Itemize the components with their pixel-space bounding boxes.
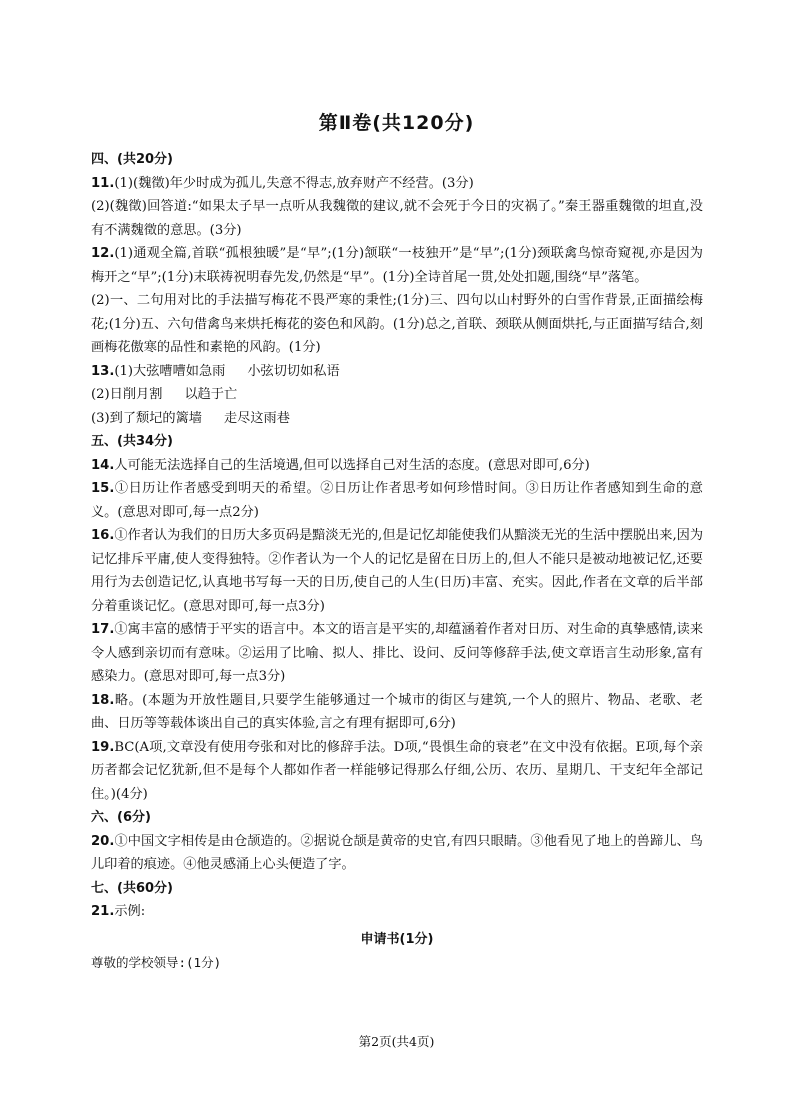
section-5-heading: 五、(共34分) — [91, 434, 173, 449]
answer-20 — [91, 830, 703, 877]
question-number: 19. — [91, 739, 115, 755]
answer-13-1 — [91, 360, 703, 384]
question-number: 14. — [91, 457, 115, 473]
section-7-heading: 七、(共60分) — [91, 880, 173, 896]
answer-11-2: (2)(魏徵)回答道:“如果太子早一点听从我魏徵的建议,就不会死于今日的灾祸了。”秦王器重魏徵的坦直,没有不满魏徵的意思。(3分) — [91, 199, 703, 238]
question-number: 15. — [91, 481, 115, 496]
answer-19 — [91, 736, 703, 807]
letter-greeting: 尊敬的学校领导:(1分) — [91, 955, 222, 970]
answer-17 — [91, 618, 703, 689]
answer-12-2: (2)一、二句用对比的手法描写梅花不畏严寒的秉性;(1分)三、四句以山村野外的白雪作背景,正面描绘梅花;(1分)五、六句借禽鸟来烘托梅花的姿色和风韵。(1分)总之,首联、颈联从侧面烘托,与正面描写结合,刻画梅花傲寒的品性和素艳的风韵。(1分) — [91, 293, 703, 355]
answer-content — [91, 148, 703, 975]
question-number: 20. — [91, 833, 115, 849]
answer-text: ①中国文字相传是由仓颉造的。②据说仓颉是黄帝的史官,有四只眼睛。③他看见了地上的兽蹄儿、鸟儿印着的痕迹。④他灵感涌上心头便造了字。 — [91, 833, 703, 872]
answer-text: BC(A项,文章没有使用夸张和对比的修辞手法。D项,“畏惧生命的衰老”在文中没有依据。E项,每个亲历者都会记忆犹新,但不是每个人都如作者一样能够记得那么仔细,公历、农历、星期几、干支纪年全部记住。)(4分) — [91, 739, 703, 802]
answer-text: 略。(本题为开放性题目,只要学生能够通过一个城市的街区与建筑,一个人的照片、物品、老歌、老曲、日历等等载体谈出自己的真实体验,言之有理有据即可,6分) — [91, 692, 703, 731]
question-number: 11. — [91, 175, 115, 191]
answer-12-1 — [91, 242, 703, 289]
answer-11-1 — [91, 172, 703, 196]
question-number: 18. — [91, 692, 115, 708]
answer-text: ①日历让作者感受到明天的希望。②日历让作者思考如何珍惜时间。③日历让作者感知到生命的意义。(意思对即可,每一点2分) — [91, 481, 703, 520]
answer-text: (1)大弦嘈嘈如急雨 — [114, 363, 226, 379]
question-number: 17. — [91, 622, 115, 637]
question-number: 13. — [91, 363, 115, 379]
answer-text: 走尽这雨巷 — [224, 410, 290, 426]
section-4-heading: 四、(共20分) — [91, 152, 173, 167]
page-footer: 第2页(共4页) — [358, 1034, 435, 1049]
answer-text: 小弦切切如私语 — [247, 363, 340, 379]
answer-text: (2)日削月割 — [91, 387, 163, 402]
answer-14 — [91, 454, 703, 478]
letter-title: 申请书(1分) — [360, 931, 434, 947]
answer-13-2 — [91, 383, 703, 407]
answer-18 — [91, 689, 703, 736]
answer-text: 示例: — [114, 904, 146, 919]
answer-text: (3)到了颓圮的篱墙 — [91, 410, 202, 426]
question-number: 21. — [91, 904, 115, 919]
answer-15 — [91, 477, 703, 524]
answer-16 — [91, 524, 703, 618]
page-title: 第Ⅱ卷(共120分) — [318, 112, 475, 134]
answer-text: ①作者认为我们的日历大多页码是黯淡无光的,但是记忆却能使我们从黯淡无光的生活中摆脱出来,因为记忆排斥平庸,使人变得独特。②作者认为一个人的记忆是留在日历上的,但人不能只是被动地被记忆,还要用行为去创造记忆,认真地书写每一天的日历,使自己的人生(日历)丰富、充实。因此,作者在文章的后半部分着重谈记忆。(意思对即可,每一点3分) — [91, 528, 704, 614]
answer-text: ①寓丰富的感情于平实的语言中。本文的语言是平实的,却蕴涵着作者对日历、对生命的真挚感情,读来令人感到亲切而有意味。②运用了比喻、拟人、排比、设问、反问等修辞手法,使文章语言生动形象,富有感染力。(意思对即可,每一点3分) — [91, 622, 704, 684]
answer-21 — [91, 900, 703, 924]
answer-13-3 — [91, 407, 703, 431]
answer-text: 人可能无法选择自己的生活境遇,但可以选择自己对生活的态度。(意思对即可,6分) — [114, 457, 590, 473]
question-number: 16. — [91, 528, 115, 543]
answer-text: 以趋于亡 — [184, 387, 238, 402]
section-6-heading: 六、(6分) — [91, 810, 151, 825]
answer-text: (1)通观全篇,首联“孤根独暖”是“早”;(1分)颔联“一枝独开”是“早”;(1分)颈联禽鸟惊奇窥视,亦是因为梅开之“早”;(1分)末联祷祝明春先发,仍然是“早”。(1分)全诗首尾一贯,处处扣题,围绕“早”落笔。 — [91, 246, 703, 285]
answer-text: (1)(魏徵)年少时成为孤儿,失意不得志,放弃财产不经营。(3分) — [114, 175, 474, 191]
question-number: 12. — [91, 246, 115, 261]
